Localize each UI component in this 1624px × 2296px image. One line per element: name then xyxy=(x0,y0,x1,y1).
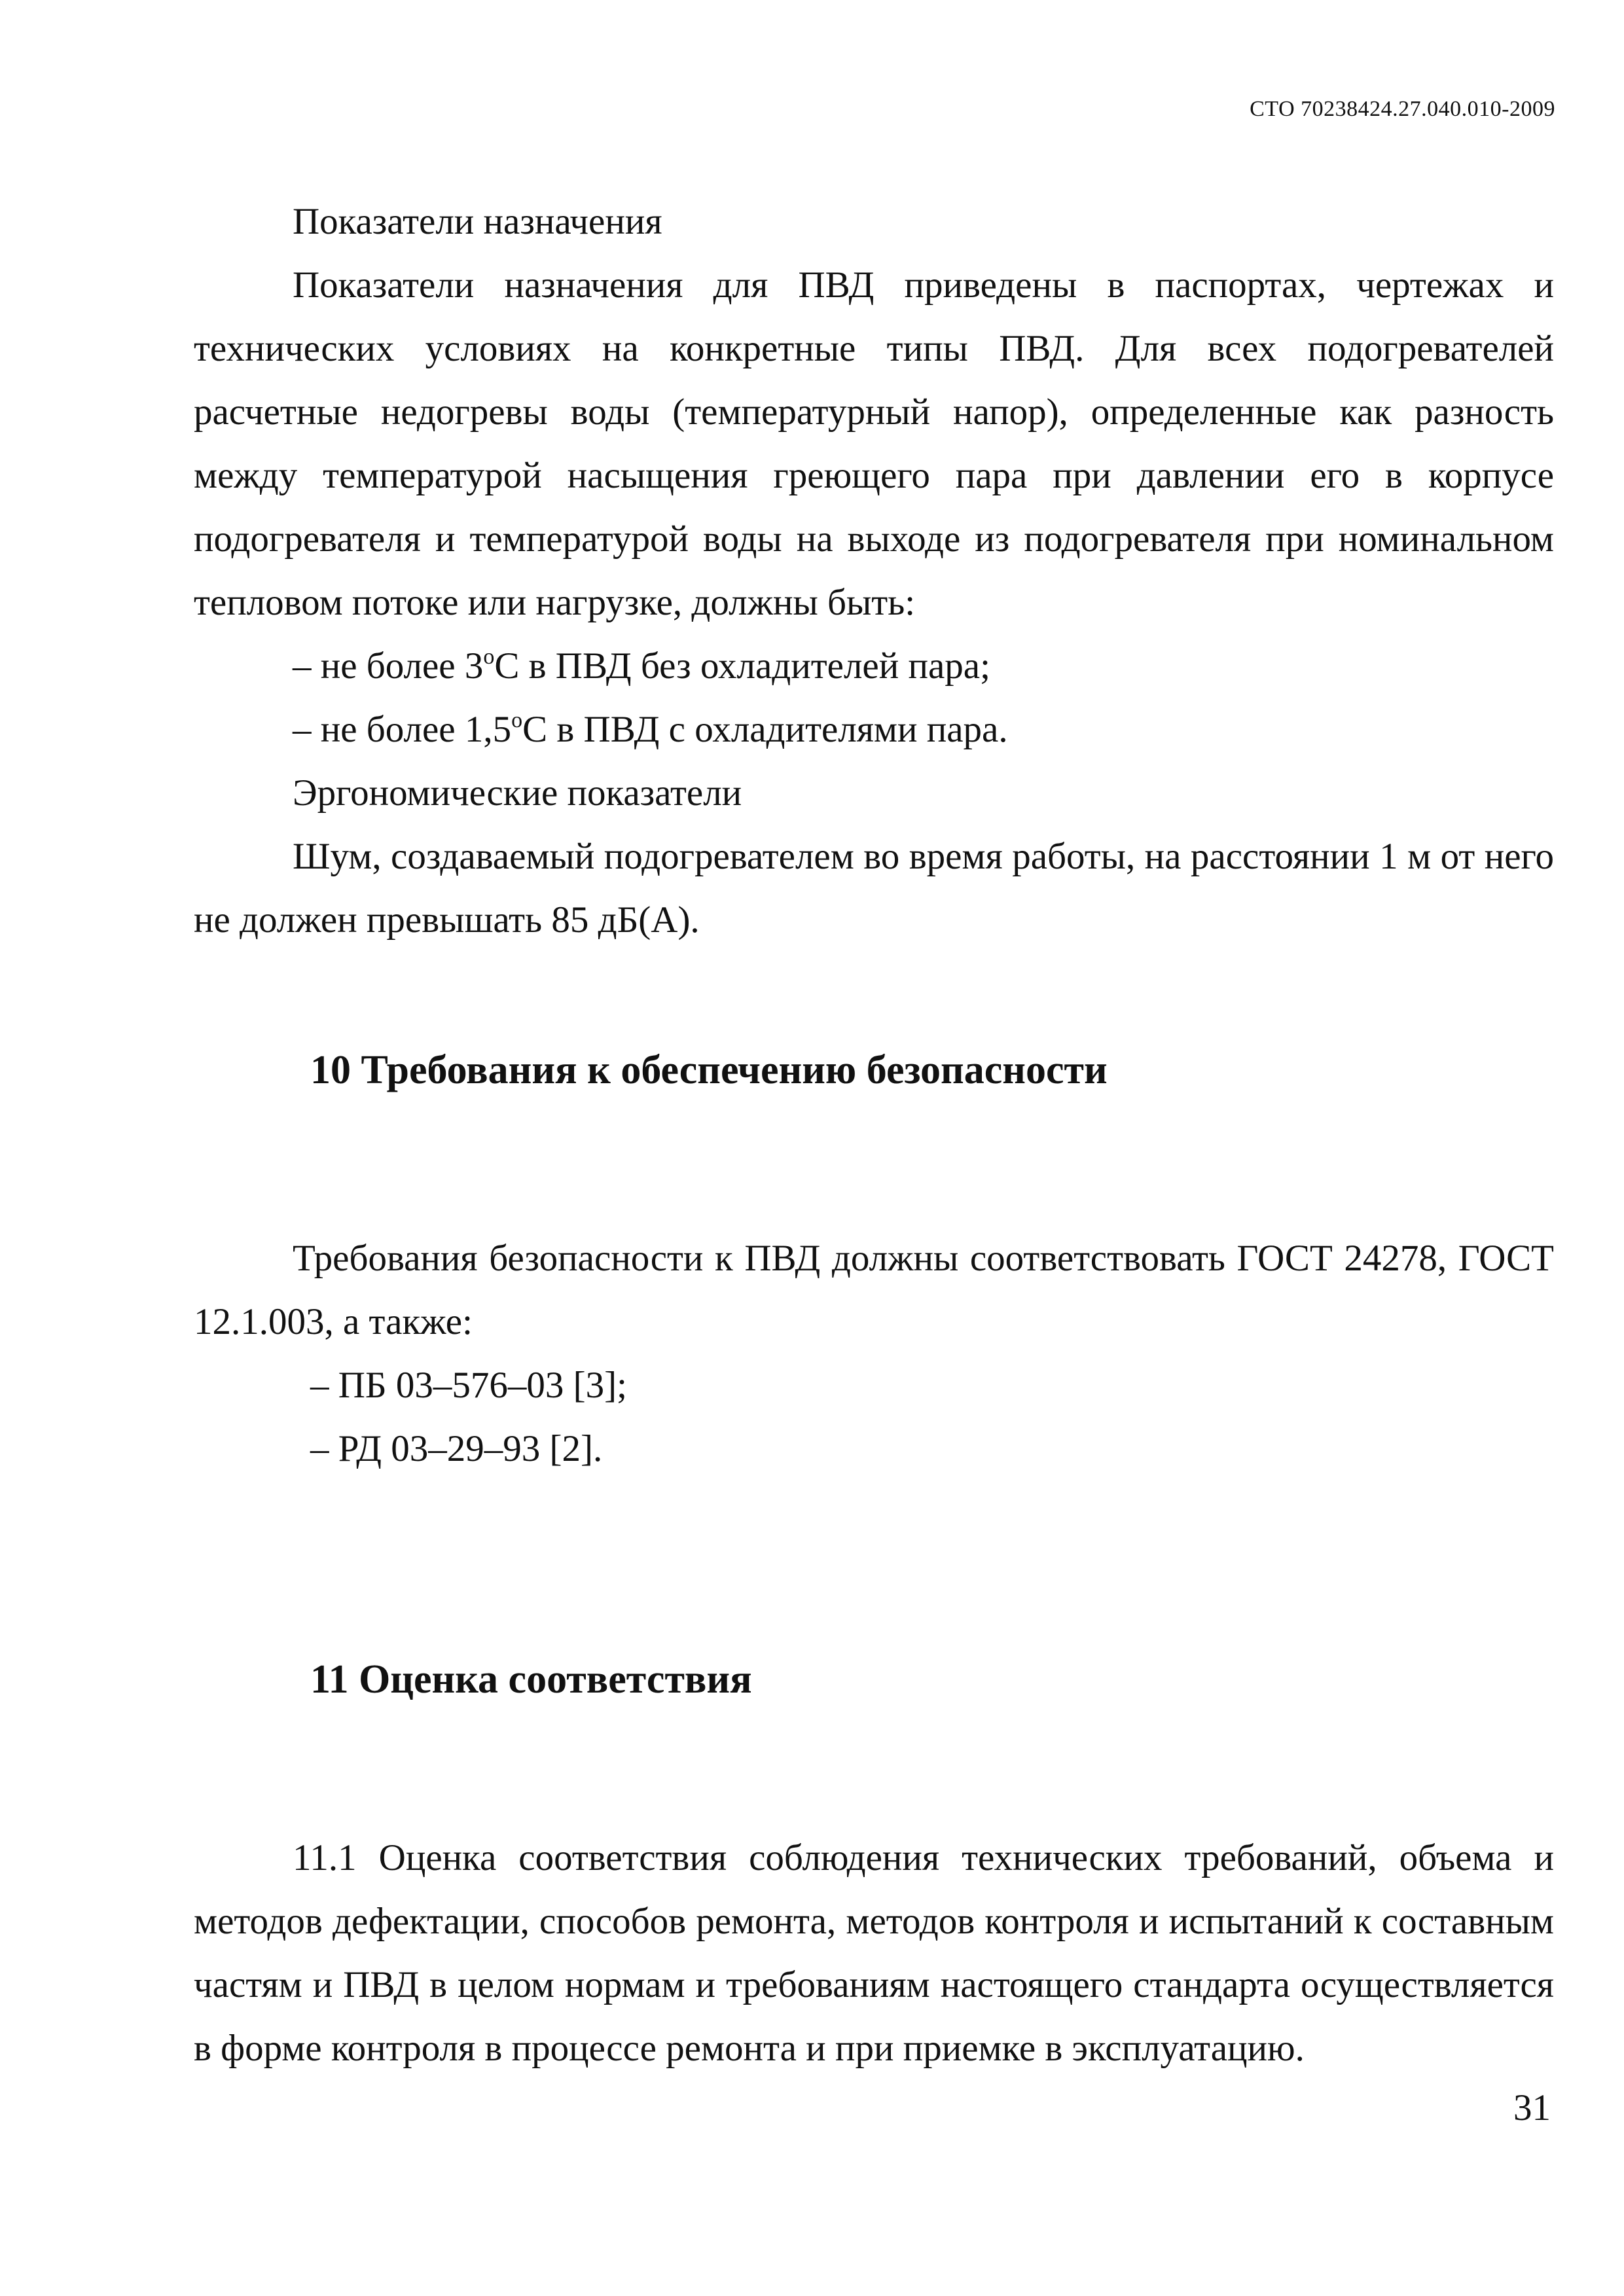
purpose-item-2-suffix: С в ПВД с охладителями пара. xyxy=(522,709,1008,750)
purpose-title: Показатели назначения xyxy=(293,201,662,242)
purpose-item-2 xyxy=(194,698,1554,761)
section-10-item-2: – РД 03–29–93 [2]. xyxy=(310,1428,603,1469)
section-10-paragraph: Требования безопасности к ПВД должны соответствовать ГОСТ 24278, ГОСТ 12.1.003, а также: xyxy=(194,1238,1554,1342)
degree-sign: о xyxy=(511,708,523,732)
purpose-section xyxy=(194,190,1554,952)
purpose-item-1-prefix: – не более 3 xyxy=(293,645,484,687)
ergonomic-paragraph: Шум, создаваемый подогревателем во время работы, на расстоянии 1 м от него не должен превышать 85 дБ(А). xyxy=(194,836,1554,941)
document-code: СТО 70238424.27.040.010-2009 xyxy=(1250,97,1555,121)
purpose-item-1 xyxy=(194,634,1554,698)
section-10-heading-block xyxy=(194,1039,1554,1102)
ergonomic-title: Эргономические показатели xyxy=(293,772,742,814)
page-number: 31 xyxy=(1513,2087,1551,2128)
section-10-heading: 10 Требования к обеспечению безопасности xyxy=(310,1048,1108,1092)
section-10-item-1: – ПБ 03–576–03 [3]; xyxy=(310,1365,627,1406)
purpose-item-1-suffix: С в ПВД без охладителей пара; xyxy=(494,645,990,687)
purpose-item-2-prefix: – не более 1,5 xyxy=(293,709,512,750)
section-11-body xyxy=(194,1826,1554,2080)
section-11-paragraph: 11.1 Оценка соответствия соблюдения технических требований, объема и методов дефектации, способов ремонта, методов контроля и испытаний к составным частям и ПВД в целом нормам и требованиям настоящего стандарта осуществляется в форме контроля в процессе ремонта и при приемке в эксплуатацию. xyxy=(194,1837,1554,2069)
section-10-body xyxy=(194,1227,1554,1480)
section-11-heading: 11 Оценка соответствия xyxy=(310,1657,752,1702)
section-11-heading-block xyxy=(194,1648,1554,1712)
purpose-paragraph: Показатели назначения для ПВД приведены в паспортах, чертежах и технических условиях на конкретные типы ПВД. Для всех подогревателей расчетные недогревы воды (температурный напор), определенные как разность между температурой насыщения греющего пара при давлении его в корпусе подогревателя и температурой воды на выходе из подогревателя при номинальном тепловом потоке или нагрузке, должны быть: xyxy=(194,264,1554,623)
degree-sign: о xyxy=(483,645,495,669)
